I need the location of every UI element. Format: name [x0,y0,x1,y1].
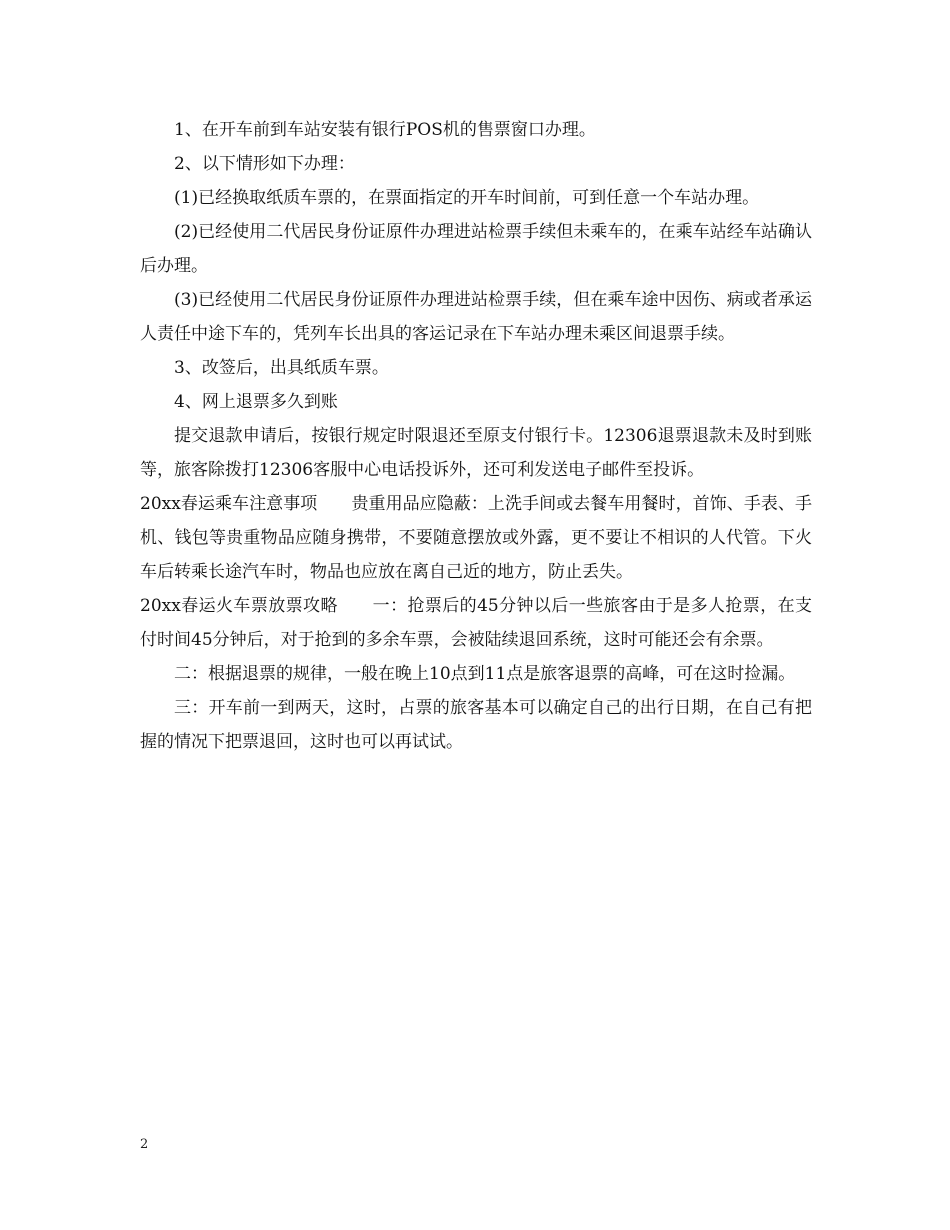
paragraph-case-3: (3)已经使用二代居民身份证原件办理进站检票手续，但在乘车途中因伤、病或者承运人责任中途下车的，凭列车长出具的客运记录在下车站办理未乘区间退票手续。 [140,290,812,344]
paragraph-tip-2: 二：根据退票的规律，一般在晚上10点到11点是旅客退票的高峰，可在这时捡漏。 [174,664,796,684]
page-number: 2 [140,1137,149,1152]
paragraph-ticket-strategy: 20xx春运火车票放票攻略 一：抢票后的45分钟以后一些旅客由于是多人抢票，在支付时间45分钟后，对于抢到的多余车票，会被陆续退回系统，这时可能还会有余票。 [140,596,812,650]
paragraph-step-3: 3、改签后，出具纸质车票。 [174,358,389,378]
paragraph-step-4-heading: 4、网上退票多久到账 [174,392,338,412]
paragraph-step-1: 1、在开车前到车站安装有银行POS机的售票窗口办理。 [174,120,596,140]
paragraph-tip-3: 三：开车前一到两天，这时，占票的旅客基本可以确定自己的出行日期，在自己有把握的情况下把票退回，这时也可以再试试。 [140,698,812,752]
paragraph-case-2: (2)已经使用二代居民身份证原件办理进站检票手续但未乘车的，在乘车站经车站确认后办理。 [140,222,812,276]
paragraph-travel-notes: 20xx春运乘车注意事项 贵重用品应隐蔽：上洗手间或去餐车用餐时，首饰、手表、手机、钱包等贵重物品应随身携带，不要随意摆放或外露，更不要让不相识的人代管。下火车后转乘长途汽车时，物品也应放在离自己近的地方，防止丢失。 [140,494,812,582]
paragraph-step-2: 2、以下情形如下办理： [174,154,355,174]
paragraph-case-1: (1)已经换取纸质车票的，在票面指定的开车时间前，可到任意一个车站办理。 [174,188,760,208]
paragraph-refund-info: 提交退款申请后，按银行规定时限退还至原支付银行卡。12306退票退款未及时到账等，旅客除拨打12306客服中心电话投诉外，还可利发送电子邮件至投诉。 [140,426,812,480]
document-body [140,113,812,759]
